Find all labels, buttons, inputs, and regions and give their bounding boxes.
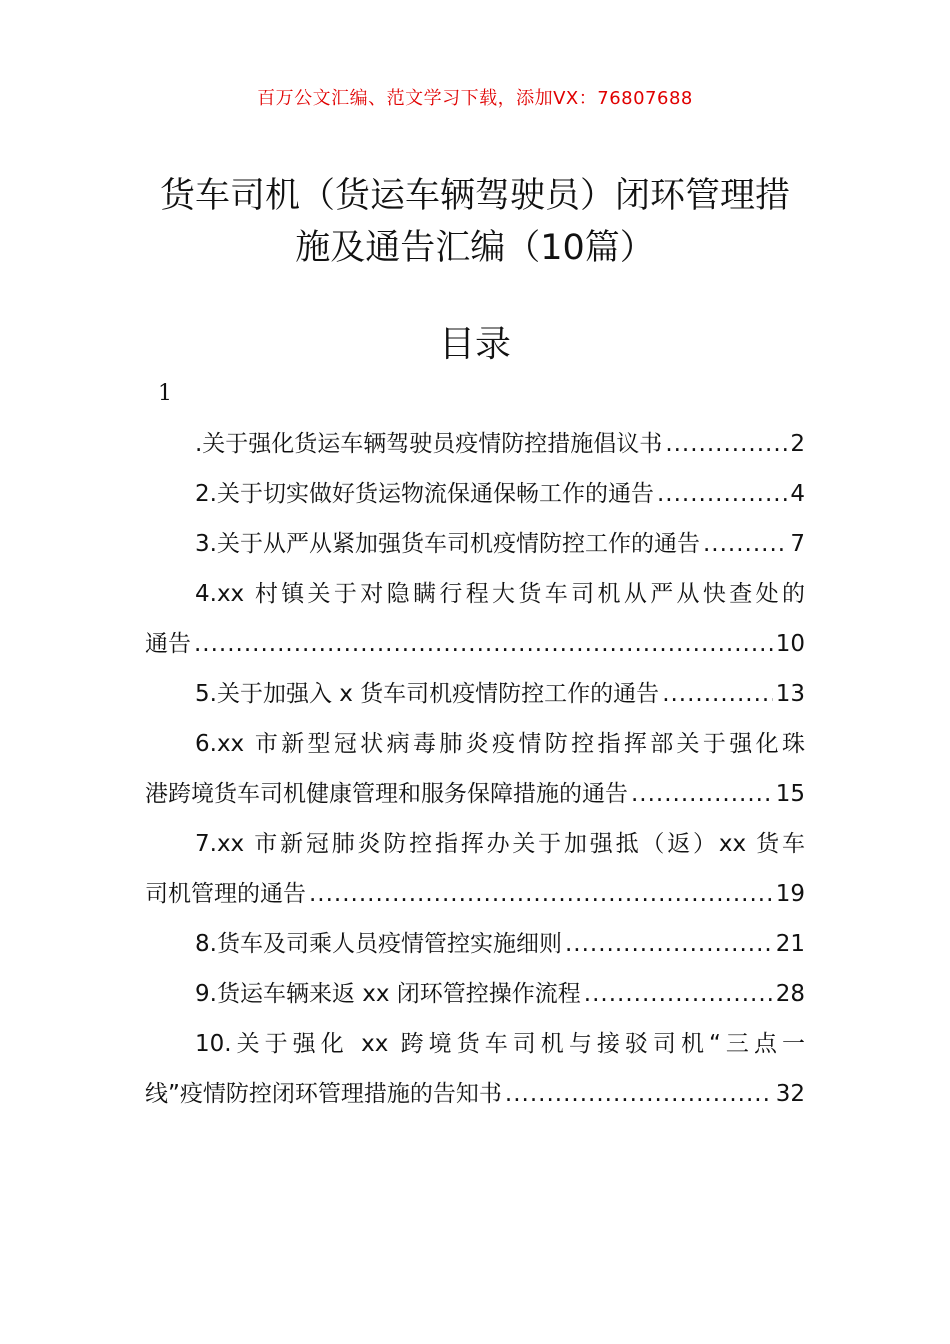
toc-item-title: 8.货车及司乘人员疫情管控实施细则 — [195, 931, 562, 957]
dot-leader — [505, 1069, 773, 1119]
toc-item-title: 5.关于加强入 x 货车司机疫情防控工作的通告 — [195, 681, 660, 707]
toc-item-page: 2 — [790, 431, 805, 457]
toc-item-page: 21 — [775, 931, 805, 957]
dot-leader — [662, 669, 773, 719]
toc-item-page: 13 — [775, 681, 805, 707]
toc-item-page: 15 — [775, 781, 805, 807]
toc-item-4[interactable] — [145, 569, 805, 669]
toc-item-9[interactable] — [145, 969, 805, 1019]
toc-item-6[interactable] — [145, 719, 805, 819]
watermark-banner: 百万公文汇编、范文学习下载，添加VX：76807688 — [257, 88, 693, 109]
toc-item-title-continued: 司机管理的通告 — [145, 881, 306, 907]
toc-item-page: 4 — [790, 481, 805, 507]
dot-leader — [665, 419, 787, 469]
toc-item-page: 28 — [775, 981, 805, 1007]
toc-item-page: 10 — [775, 631, 805, 657]
toc-item-page: 19 — [775, 881, 805, 907]
toc-item-title: 2.关于切实做好货运物流保通保畅工作的通告 — [195, 481, 654, 507]
toc-item-page: 7 — [790, 531, 805, 557]
table-of-contents — [145, 419, 805, 1119]
toc-item-page: 32 — [775, 1081, 805, 1107]
toc-item-8[interactable] — [145, 919, 805, 969]
toc-item-3[interactable] — [145, 519, 805, 569]
dot-leader — [309, 869, 773, 919]
toc-item-title: 10.关于强化 xx 跨境货车司机与接驳司机“三点一 — [195, 1031, 805, 1057]
dot-leader — [565, 919, 773, 969]
dot-leader — [584, 969, 773, 1019]
document-title-line-2: 施及通告汇编（10篇） — [295, 228, 655, 268]
toc-item-title-continued: 通告 — [145, 631, 191, 657]
dot-leader — [194, 619, 773, 669]
toc-item-5[interactable] — [145, 669, 805, 719]
document-title-line-1: 货车司机（货运车辆驾驶员）闭环管理措 — [159, 176, 790, 216]
toc-item-1[interactable] — [145, 419, 805, 469]
toc-heading: 目录 — [438, 324, 511, 365]
dot-leader — [631, 769, 773, 819]
toc-item-7[interactable] — [145, 819, 805, 919]
toc-item-title-continued: 线”疫情防控闭环管理措施的告知书 — [145, 1081, 502, 1107]
toc-item-10[interactable] — [145, 1019, 805, 1119]
toc-item-2[interactable] — [145, 469, 805, 519]
toc-item-title: 3.关于从严从紧加强货车司机疫情防控工作的通告 — [195, 531, 700, 557]
toc-item-title: 7.xx 市新冠肺炎防控指挥办关于加强抵（返）xx 货车 — [195, 831, 805, 857]
toc-item-title: 6.xx 市新型冠状病毒肺炎疫情防控指挥部关于强化珠 — [195, 731, 805, 757]
stray-page-number: 1 — [158, 381, 172, 406]
dot-leader — [703, 519, 787, 569]
toc-item-title: 9.货运车辆来返 xx 闭环管控操作流程 — [195, 981, 581, 1007]
document-title — [130, 170, 820, 274]
dot-leader — [657, 469, 787, 519]
toc-item-title: 4.xx 村镇关于对隐瞒行程大货车司机从严从快查处的 — [195, 581, 805, 607]
toc-item-title-continued: 港跨境货车司机健康管理和服务保障措施的通告 — [145, 781, 628, 807]
toc-item-title: .关于强化货运车辆驾驶员疫情防控措施倡议书 — [195, 431, 663, 457]
